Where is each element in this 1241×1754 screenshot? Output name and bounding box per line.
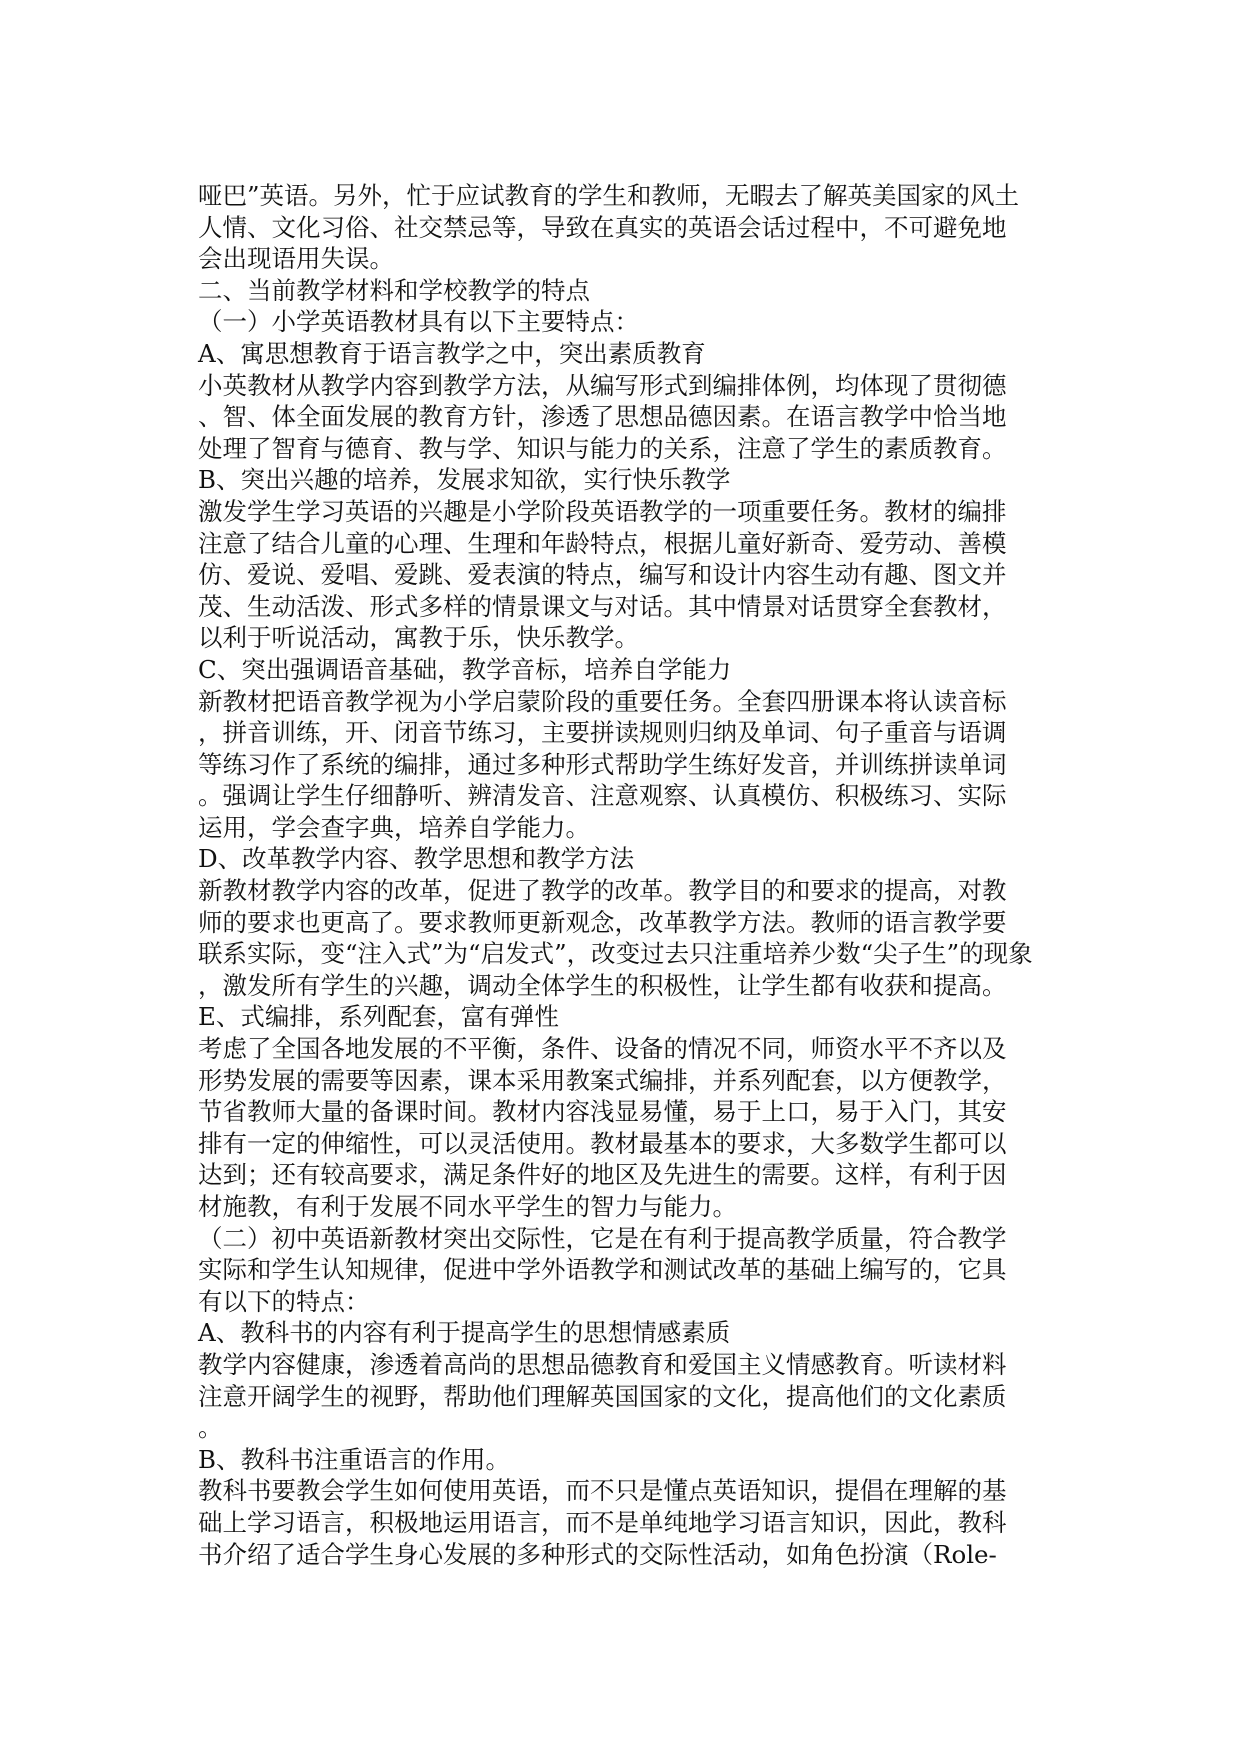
text-line: 新教材教学内容的改革，促进了教学的改革。教学目的和要求的提高，对教 [198, 876, 1007, 906]
text-line: 注意开阔学生的视野，帮助他们理解英国国家的文化，提高他们的文化素质 [198, 1381, 1007, 1411]
point-heading: E、式编排，系列配套，富有弹性 [198, 1002, 559, 1032]
text-line: 节省教师大量的备课时间。教材内容浅显易懂，易于上口，易于入门，其安 [198, 1097, 1007, 1127]
point-heading: B、突出兴趣的培养，发展求知欲，实行快乐教学 [198, 465, 731, 495]
text-line: 教学内容健康，渗透着高尚的思想品德教育和爱国主义情感教育。听读材料 [198, 1349, 1007, 1379]
section-heading: 二、当前教学材料和学校教学的特点 [198, 275, 590, 305]
text-line: 仿、爱说、爱唱、爱跳、爱表演的特点，编写和设计内容生动有趣、图文并 [198, 560, 1007, 590]
text-line: 达到；还有较高要求，满足条件好的地区及先进生的需要。这样，有利于因 [198, 1160, 1007, 1190]
text-line: 础上学习语言，积极地运用语言，而不是单纯地学习语言知识，因此，教科 [198, 1507, 1007, 1537]
point-heading: C、突出强调语音基础，教学音标，培养自学能力 [198, 654, 732, 684]
text-line: 。 [198, 1413, 223, 1443]
text-line: 、智、体全面发展的教育方针，渗透了思想品德因素。在语言教学中恰当地 [198, 402, 1007, 432]
text-line: 形势发展的需要等因素，课本采用教案式编排，并系列配套，以方便教学， [198, 1065, 1007, 1095]
text-line: 注意了结合儿童的心理、生理和年龄特点，根据儿童好新奇、爱劳动、善模 [198, 528, 1007, 558]
text-line: 以利于听说活动，寓教于乐，快乐教学。 [198, 623, 639, 653]
text-line: 激发学生学习英语的兴趣是小学阶段英语教学的一项重要任务。教材的编排 [198, 496, 1007, 526]
document-body [198, 180, 1043, 1570]
text-line: 人情、文化习俗、社交禁忌等，导致在真实的英语会话过程中，不可避免地 [198, 212, 1007, 242]
point-heading: B、教科书注重语言的作用。 [198, 1444, 511, 1474]
text-line: 考虑了全国各地发展的不平衡，条件、设备的情况不同，师资水平不齐以及 [198, 1034, 1007, 1064]
text-line: 联系实际，变“注入式”为“启发式”，改变过去只注重培养少数“尖子生”的现象 [198, 939, 1033, 969]
text-line: 运用，学会查字典，培养自学能力。 [198, 812, 590, 842]
text-line: 教科书要教会学生如何使用英语，而不只是懂点英语知识，提倡在理解的基 [198, 1476, 1007, 1506]
text-line: 实际和学生认知规律，促进中学外语教学和测试改革的基础上编写的，它具 [198, 1255, 1007, 1285]
text-line: 等练习作了系统的编排，通过多种形式帮助学生练好发音，并训练拼读单词 [198, 749, 1007, 779]
text-line: 会出现语用失误。 [198, 244, 394, 274]
text-line: 书介绍了适合学生身心发展的多种形式的交际性活动，如角色扮演（Role- [198, 1539, 997, 1569]
text-line: 处理了智育与德育、教与学、知识与能力的关系，注意了学生的素质教育。 [198, 433, 1007, 463]
text-line: ，激发所有学生的兴趣，调动全体学生的积极性，让学生都有收获和提高。 [198, 970, 1007, 1000]
text-line: 。强调让学生仔细静听、辨清发音、注意观察、认真模仿、积极练习、实际 [198, 781, 1007, 811]
point-heading: D、改革教学内容、教学思想和教学方法 [198, 844, 635, 874]
text-line: 新教材把语音教学视为小学启蒙阶段的重要任务。全套四册课本将认读音标 [198, 686, 1007, 716]
subsection-heading: （一）小学英语教材具有以下主要特点： [198, 307, 639, 337]
text-line: 有以下的特点： [198, 1286, 370, 1316]
text-line: 师的要求也更高了。要求教师更新观念，改革教学方法。教师的语言教学要 [198, 907, 1007, 937]
text-line: 茂、生动活泼、形式多样的情景课文与对话。其中情景对话贯穿全套教材， [198, 591, 1007, 621]
text-line: 排有一定的伸缩性，可以灵活使用。教材最基本的要求，大多数学生都可以 [198, 1128, 1007, 1158]
subsection-heading: （二）初中英语新教材突出交际性，它是在有利于提高教学质量，符合教学 [198, 1223, 1007, 1253]
text-line: 材施教，有利于发展不同水平学生的智力与能力。 [198, 1192, 737, 1221]
text-line: 小英教材从教学内容到教学方法，从编写形式到编排体例，均体现了贯彻德 [198, 370, 1007, 400]
point-heading: A、寓思想教育于语言教学之中，突出素质教育 [198, 338, 706, 368]
text-line: ，拼音训练，开、闭音节练习，主要拼读规则归纳及单词、句子重音与语调 [198, 718, 1007, 748]
point-heading: A、教科书的内容有利于提高学生的思想情感素质 [198, 1318, 731, 1348]
text-line: 哑巴”英语。另外，忙于应试教育的学生和教师，无暇去了解英美国家的风土 [198, 181, 1020, 210]
